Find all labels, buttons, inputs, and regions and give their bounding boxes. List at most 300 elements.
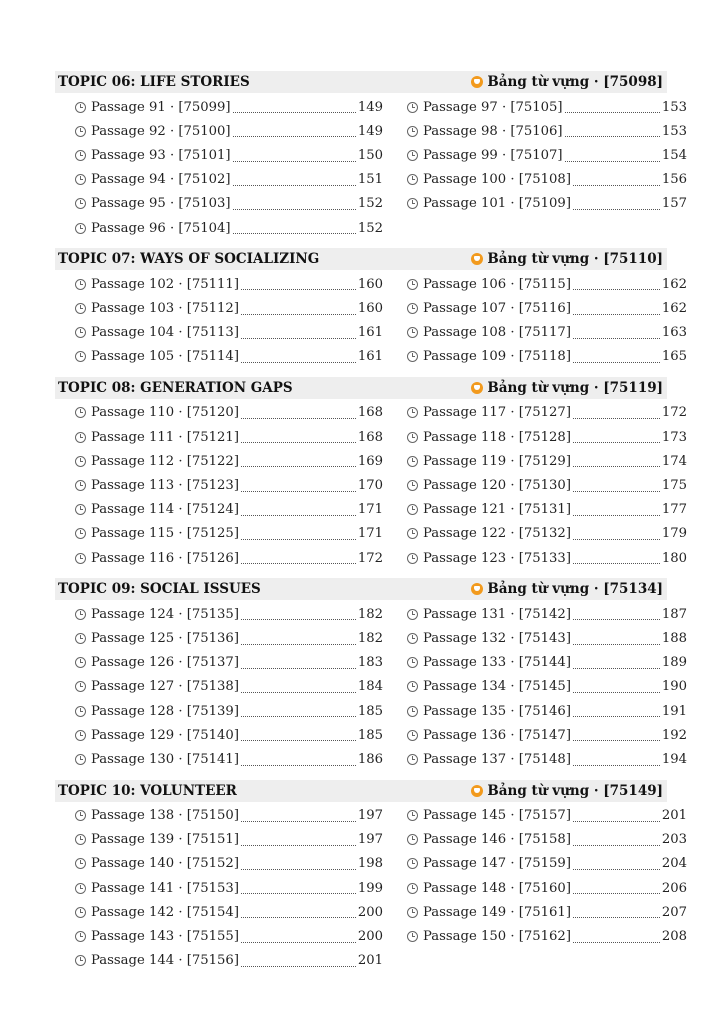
passage-entry[interactable] [407,119,687,143]
clock-icon [407,931,418,942]
page-number: 197 [357,808,383,824]
dot-leader [573,821,660,822]
passage-label: Passage 118 · [75128] [423,429,571,445]
pointer-badge-icon [471,382,483,394]
dot-leader [565,136,660,137]
vocabulary-label: Bảng từ vựng · [75134] [487,581,663,598]
passage-column-left [75,401,383,570]
passage-label: Passage 108 · [75117] [423,325,571,341]
passage-entry[interactable] [75,168,383,192]
passage-entry[interactable] [407,95,687,119]
passage-label: Passage 122 · [75132] [423,526,571,542]
clock-icon [407,303,418,314]
dot-leader [573,185,660,186]
passage-entry[interactable] [75,95,383,119]
passage-grid [55,272,687,369]
passage-entry[interactable] [75,119,383,143]
dot-leader [241,716,356,717]
topic-section [55,71,687,240]
page-number: 189 [661,655,687,671]
page-number: 160 [357,276,383,292]
topic-header [55,248,667,270]
clock-icon [75,907,86,918]
passage-entry[interactable] [407,602,687,626]
page-number: 171 [357,502,383,518]
clock-icon [407,407,418,418]
dot-leader [241,845,356,846]
passage-label: Passage 150 · [75162] [423,929,571,945]
page-number: 173 [661,429,687,445]
passage-entry[interactable] [407,546,687,570]
topic-header [55,780,667,802]
page-number: 199 [357,880,383,896]
clock-icon [407,432,418,443]
passage-entry[interactable] [75,522,383,546]
clock-icon [75,407,86,418]
clock-icon [75,931,86,942]
clock-icon [407,150,418,161]
passage-entry[interactable] [75,747,383,771]
clock-icon [407,706,418,717]
passage-label: Passage 98 · [75106] [423,123,563,139]
passage-entry[interactable] [75,216,383,240]
passage-label: Passage 123 · [75133] [423,550,571,566]
page-number: 192 [661,727,687,743]
clock-icon [407,528,418,539]
passage-entry[interactable] [75,272,383,296]
dot-leader [573,466,660,467]
vocabulary-link[interactable] [471,581,663,597]
dot-leader [241,491,356,492]
dot-leader [565,112,660,113]
clock-icon [75,303,86,314]
passage-column-right [407,804,687,973]
page-number: 153 [661,99,687,115]
vocabulary-link[interactable] [471,380,663,396]
dot-leader [241,692,356,693]
passage-entry[interactable] [75,449,383,473]
vocabulary-link[interactable] [471,251,663,267]
page-number: 182 [357,606,383,622]
passage-entry[interactable] [407,852,687,876]
dot-leader [241,966,356,967]
passage-grid [55,95,687,240]
clock-icon [407,907,418,918]
dot-leader [573,740,660,741]
topic-section [55,248,687,369]
clock-icon [407,480,418,491]
page-number: 182 [357,630,383,646]
passage-entry[interactable] [407,651,687,675]
passage-entry[interactable] [75,804,383,828]
passage-entry[interactable] [407,626,687,650]
passage-entry[interactable] [407,143,687,167]
page-number: 179 [661,526,687,542]
page-number: 165 [661,349,687,365]
page-number: 174 [661,453,687,469]
passage-entry[interactable] [407,723,687,747]
passage-entry[interactable] [75,876,383,900]
passage-label: Passage 144 · [75156] [91,953,239,969]
passage-label: Passage 137 · [75148] [423,751,571,767]
passage-entry[interactable] [407,296,687,320]
passage-label: Passage 96 · [75104] [91,220,231,236]
clock-icon [407,456,418,467]
vocabulary-label: Bảng từ vựng · [75149] [487,782,663,799]
clock-icon [407,883,418,894]
page-number: 180 [661,550,687,566]
page-number: 185 [357,727,383,743]
clock-icon [407,174,418,185]
topic-section [55,780,687,973]
page-number: 172 [661,405,687,421]
page-number: 198 [357,856,383,872]
passage-column-left [75,804,383,973]
clock-icon [75,810,86,821]
passage-label: Passage 133 · [75144] [423,655,571,671]
vocabulary-link[interactable] [471,783,663,799]
dot-leader [233,112,356,113]
passage-entry[interactable] [407,498,687,522]
dot-leader [573,845,660,846]
passage-label: Passage 131 · [75142] [423,606,571,622]
topic-title: TOPIC 06: LIFE STORIES [58,74,250,90]
clock-icon [407,633,418,644]
page-number: 185 [357,703,383,719]
dot-leader [573,491,660,492]
passage-grid [55,602,687,771]
clock-icon [407,657,418,668]
topic-title: TOPIC 07: WAYS OF SOCIALIZING [58,251,320,268]
dot-leader [573,442,660,443]
passage-label: Passage 105 · [75114] [91,349,239,365]
page-number: 207 [661,904,687,920]
dot-leader [573,619,660,620]
clock-icon [407,681,418,692]
passage-entry[interactable] [407,321,687,345]
passage-entry[interactable] [75,852,383,876]
dot-leader [573,893,660,894]
clock-icon [407,609,418,620]
dot-leader [573,716,660,717]
clock-icon [75,681,86,692]
passage-entry[interactable] [75,192,383,216]
dot-leader [233,233,356,234]
dot-leader [241,765,356,766]
passage-entry[interactable] [407,345,687,369]
passage-grid [55,401,687,570]
page-number: 169 [357,453,383,469]
dot-leader [573,539,660,540]
passage-label: Passage 140 · [75152] [91,856,239,872]
dot-leader [573,765,660,766]
clock-icon [407,858,418,869]
clock-icon [75,553,86,564]
passage-entry[interactable] [407,828,687,852]
passage-entry[interactable] [75,473,383,497]
page-number: 203 [661,832,687,848]
dot-leader [241,893,356,894]
clock-icon [75,150,86,161]
passage-label: Passage 134 · [75145] [423,679,571,695]
passage-entry[interactable] [407,804,687,828]
passage-entry[interactable] [75,425,383,449]
passage-label: Passage 138 · [75150] [91,808,239,824]
passage-label: Passage 110 · [75120] [91,405,239,421]
page-number: 200 [357,904,383,920]
passage-entry[interactable] [407,192,687,216]
dot-leader [241,917,356,918]
dot-leader [573,362,660,363]
passage-entry[interactable] [407,699,687,723]
dot-leader [241,563,356,564]
passage-label: Passage 107 · [75116] [423,300,571,316]
page-number: 160 [357,300,383,316]
passage-label: Passage 132 · [75143] [423,630,571,646]
clock-icon [407,504,418,515]
passage-entry[interactable] [407,272,687,296]
dot-leader [573,314,660,315]
dot-leader [573,692,660,693]
dot-leader [241,362,356,363]
dot-leader [241,869,356,870]
clock-icon [75,327,86,338]
passage-label: Passage 145 · [75157] [423,808,571,824]
page-number: 197 [357,832,383,848]
page-number: 201 [661,808,687,824]
page-number: 168 [357,405,383,421]
dot-leader [573,563,660,564]
passage-entry[interactable] [75,924,383,948]
passage-entry[interactable] [407,675,687,699]
passage-entry[interactable] [407,522,687,546]
page-number: 150 [357,147,383,163]
passage-entry[interactable] [75,321,383,345]
page-number: 184 [357,679,383,695]
dot-leader [573,942,660,943]
clock-icon [75,223,86,234]
dot-leader [241,942,356,943]
passage-entry[interactable] [407,425,687,449]
clock-icon [407,810,418,821]
passage-entry[interactable] [75,723,383,747]
page-number: 208 [661,929,687,945]
page-number: 183 [357,655,383,671]
passage-label: Passage 124 · [75135] [91,606,239,622]
passage-label: Passage 147 · [75159] [423,856,571,872]
page-number: 153 [661,123,687,139]
passage-column-right [407,401,687,570]
passage-label: Passage 109 · [75118] [423,349,571,365]
passage-entry[interactable] [75,296,383,320]
passage-entry[interactable] [407,473,687,497]
passage-entry[interactable] [75,828,383,852]
passage-entry[interactable] [75,675,383,699]
passage-entry[interactable] [75,143,383,167]
dot-leader [233,185,356,186]
pointer-badge-icon [471,253,483,265]
dot-leader [241,314,356,315]
topic-header [55,578,667,600]
clock-icon [75,609,86,620]
clock-icon [407,351,418,362]
dot-leader [241,668,356,669]
dot-leader [573,515,660,516]
topic-header [55,377,667,399]
clock-icon [75,480,86,491]
dot-leader [573,289,660,290]
passage-label: Passage 127 · [75138] [91,679,239,695]
clock-icon [75,174,86,185]
passage-label: Passage 126 · [75137] [91,655,239,671]
page-number: 187 [661,606,687,622]
vocabulary-label: Bảng từ vựng · [75119] [487,379,663,396]
clock-icon [75,198,86,209]
passage-label: Passage 148 · [75160] [423,880,571,896]
page-number: 168 [357,429,383,445]
passage-label: Passage 119 · [75129] [423,453,571,469]
dot-leader [241,442,356,443]
passage-label: Passage 117 · [75127] [423,405,571,421]
clock-icon [75,633,86,644]
clock-icon [75,456,86,467]
dot-leader [573,418,660,419]
passage-entry[interactable] [75,626,383,650]
clock-icon [75,126,86,137]
passage-entry[interactable] [407,168,687,192]
dot-leader [573,668,660,669]
page-number: 156 [661,172,687,188]
dot-leader [241,740,356,741]
page-number: 204 [661,856,687,872]
page-number: 177 [661,502,687,518]
passage-label: Passage 146 · [75158] [423,832,571,848]
passage-entry[interactable] [75,900,383,924]
passage-label: Passage 91 · [75099] [91,99,231,115]
dot-leader [241,644,356,645]
dot-leader [241,515,356,516]
vocabulary-label: Bảng từ vựng · [75110] [487,251,663,268]
page-number: 162 [661,276,687,292]
dot-leader [573,644,660,645]
page-number: 191 [661,703,687,719]
dot-leader [573,917,660,918]
page-number: 152 [357,220,383,236]
passage-label: Passage 94 · [75102] [91,172,231,188]
passage-entry[interactable] [75,949,383,973]
passage-entry[interactable] [75,699,383,723]
topic-title: TOPIC 08: GENERATION GAPS [58,379,293,396]
topic-header [55,71,667,93]
passage-label: Passage 141 · [75153] [91,880,239,896]
passage-label: Passage 115 · [75125] [91,526,239,542]
clock-icon [75,279,86,290]
page-number: 206 [661,880,687,896]
pointer-badge-icon [471,76,483,88]
clock-icon [407,198,418,209]
passage-label: Passage 136 · [75147] [423,727,571,743]
clock-icon [407,327,418,338]
topic-section [55,377,687,570]
page-number: 154 [661,147,687,163]
clock-icon [75,730,86,741]
passage-label: Passage 101 · [75109] [423,196,571,212]
passage-label: Passage 139 · [75151] [91,832,239,848]
page-number: 161 [357,325,383,341]
passage-entry[interactable] [407,924,687,948]
passage-entry[interactable] [407,401,687,425]
passage-label: Passage 103 · [75112] [91,300,239,316]
dot-leader [241,466,356,467]
page-number: 162 [661,300,687,316]
page-number: 152 [357,196,383,212]
passage-label: Passage 116 · [75126] [91,550,239,566]
dot-leader [241,418,356,419]
topic-title: TOPIC 09: SOCIAL ISSUES [58,581,261,598]
dot-leader [565,161,660,162]
dot-leader [233,161,356,162]
page-number: 200 [357,929,383,945]
clock-icon [75,858,86,869]
passage-label: Passage 92 · [75100] [91,123,231,139]
dot-leader [241,821,356,822]
passage-entry[interactable] [407,449,687,473]
dot-leader [241,289,356,290]
page-number: 175 [661,478,687,494]
passage-entry[interactable] [407,747,687,771]
passage-label: Passage 125 · [75136] [91,630,239,646]
topic-section [55,578,687,771]
passage-entry[interactable] [75,602,383,626]
page-number: 190 [661,679,687,695]
passage-entry[interactable] [75,546,383,570]
clock-icon [75,883,86,894]
page-number: 151 [357,172,383,188]
page-number: 201 [357,953,383,969]
clock-icon [75,432,86,443]
passage-entry[interactable] [75,498,383,522]
passage-column-right [407,272,687,369]
passage-entry[interactable] [75,345,383,369]
passage-label: Passage 112 · [75122] [91,453,239,469]
passage-entry[interactable] [75,401,383,425]
passage-label: Passage 128 · [75139] [91,703,239,719]
page-number: 188 [661,630,687,646]
passage-label: Passage 104 · [75113] [91,325,239,341]
page-number: 186 [357,751,383,767]
dot-leader [241,539,356,540]
passage-label: Passage 135 · [75146] [423,703,571,719]
passage-entry[interactable] [407,876,687,900]
passage-label: Passage 142 · [75154] [91,904,239,920]
clock-icon [75,528,86,539]
clock-icon [407,102,418,113]
clock-icon [75,834,86,845]
vocabulary-link[interactable] [471,74,663,90]
dot-leader [573,869,660,870]
clock-icon [407,126,418,137]
passage-entry[interactable] [407,900,687,924]
clock-icon [407,834,418,845]
clock-icon [75,706,86,717]
dot-leader [573,338,660,339]
page-number: 163 [661,325,687,341]
page-number: 149 [357,123,383,139]
clock-icon [407,553,418,564]
clock-icon [75,754,86,765]
passage-entry[interactable] [75,651,383,675]
page-number: 194 [661,751,687,767]
